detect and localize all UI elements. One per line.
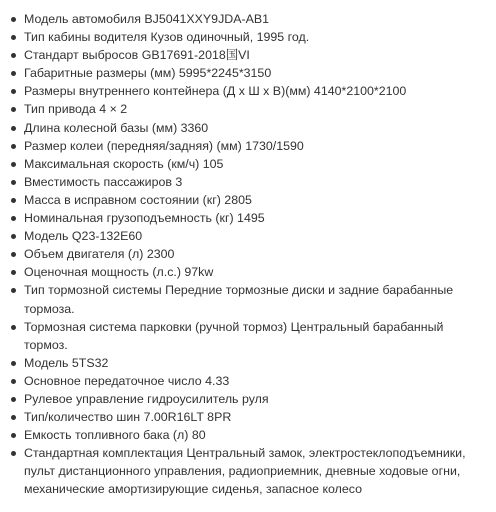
spec-item	[10, 10, 488, 28]
spec-text: Номинальная грузоподъемность (кг) 1495	[24, 211, 265, 226]
spec-item	[10, 209, 488, 227]
spec-item	[10, 354, 488, 372]
bullet-icon	[11, 126, 16, 131]
spec-item	[10, 28, 488, 46]
spec-item	[10, 444, 488, 498]
bullet-icon	[11, 252, 16, 257]
bullet-icon	[11, 71, 16, 76]
spec-text: Основное передаточное число 4.33	[24, 373, 230, 388]
bullet-icon	[11, 451, 16, 456]
spec-item	[10, 100, 488, 118]
spec-text: Модель автомобиля BJ5041XXY9JDA-AB1	[24, 12, 270, 26]
spec-item	[10, 82, 488, 100]
bullet-icon	[11, 107, 16, 112]
bullet-icon	[11, 180, 16, 185]
spec-text: Тип привода 4 × 2	[24, 102, 128, 117]
bullet-icon	[11, 270, 16, 275]
bullet-icon	[11, 433, 16, 438]
spec-text: Габаритные размеры (мм) 5995*2245*3150	[24, 66, 272, 81]
spec-text: Тип тормозной системы Передние тормозные диски и задние барабанные тормоза.	[24, 283, 454, 316]
spec-text: Объем двигателя (л) 2300	[24, 247, 175, 262]
spec-item	[10, 245, 488, 263]
spec-item	[10, 426, 488, 444]
spec-text: Модель 5TS32	[24, 355, 109, 370]
spec-item	[10, 281, 488, 317]
spec-text: Вместимость пассажиров 3	[24, 174, 183, 189]
spec-text: Модель Q23-132E60	[24, 229, 143, 244]
bullet-icon	[11, 144, 16, 149]
spec-item	[10, 191, 488, 209]
spec-text: Размеры внутреннего контейнера (Д x Ш x В)(мм) 4140*2100*2100	[24, 84, 407, 99]
bullet-icon	[11, 288, 16, 293]
spec-text: Рулевое управление гидроусилитель руля	[24, 391, 269, 406]
spec-text: Максимальная скорость (км/ч) 105	[24, 156, 224, 171]
spec-item	[10, 173, 488, 191]
spec-text: Размер колеи (передняя/задняя) (мм) 1730/1590	[24, 138, 304, 153]
bullet-icon	[11, 234, 16, 239]
bullet-icon	[11, 216, 16, 221]
spec-text: Масса в исправном состоянии (кг) 2805	[24, 192, 252, 207]
spec-text: Емкость топливного бака (л) 80	[24, 428, 206, 443]
spec-item	[10, 119, 488, 137]
spec-item	[10, 155, 488, 173]
bullet-icon	[11, 53, 16, 58]
spec-item	[10, 372, 488, 390]
spec-item	[10, 64, 488, 82]
spec-item	[10, 227, 488, 245]
bullet-icon	[11, 325, 16, 330]
spec-text: Стандартная комплектация Центральный замок, электростеклоподъемники, пульт дистанционного управления, радиоприемник, дневные ходовые огни, механические амортизирующие сиденья, запасное колесо	[24, 446, 466, 497]
bullet-icon	[11, 397, 16, 402]
spec-text: Тип кабины водителя Кузов одиночный, 1995 год.	[24, 30, 310, 45]
spec-text: Оценочная мощность (л.с.) 97kw	[24, 265, 214, 280]
bullet-icon	[11, 198, 16, 203]
bullet-icon	[11, 379, 16, 384]
bullet-icon	[11, 89, 16, 94]
bullet-icon	[11, 17, 16, 22]
bullet-icon	[11, 162, 16, 167]
spec-text: Тип/количество шин 7.00R16LT 8PR	[24, 410, 232, 425]
bullet-icon	[11, 415, 16, 420]
spec-text: Длина колесной базы (мм) 3360	[24, 120, 209, 135]
spec-item	[10, 263, 488, 281]
spec-item	[10, 390, 488, 408]
spec-item	[10, 318, 488, 354]
spec-item	[10, 46, 488, 64]
bullet-icon	[11, 35, 16, 40]
bullet-icon	[11, 361, 16, 366]
spec-item	[10, 137, 488, 155]
spec-text: Стандарт выбросов GB17691-2018国VI	[24, 48, 250, 63]
spec-item	[10, 408, 488, 426]
spec-text: Тормозная система парковки (ручной тормоз) Центральный барабанный тормоз.	[24, 319, 444, 352]
